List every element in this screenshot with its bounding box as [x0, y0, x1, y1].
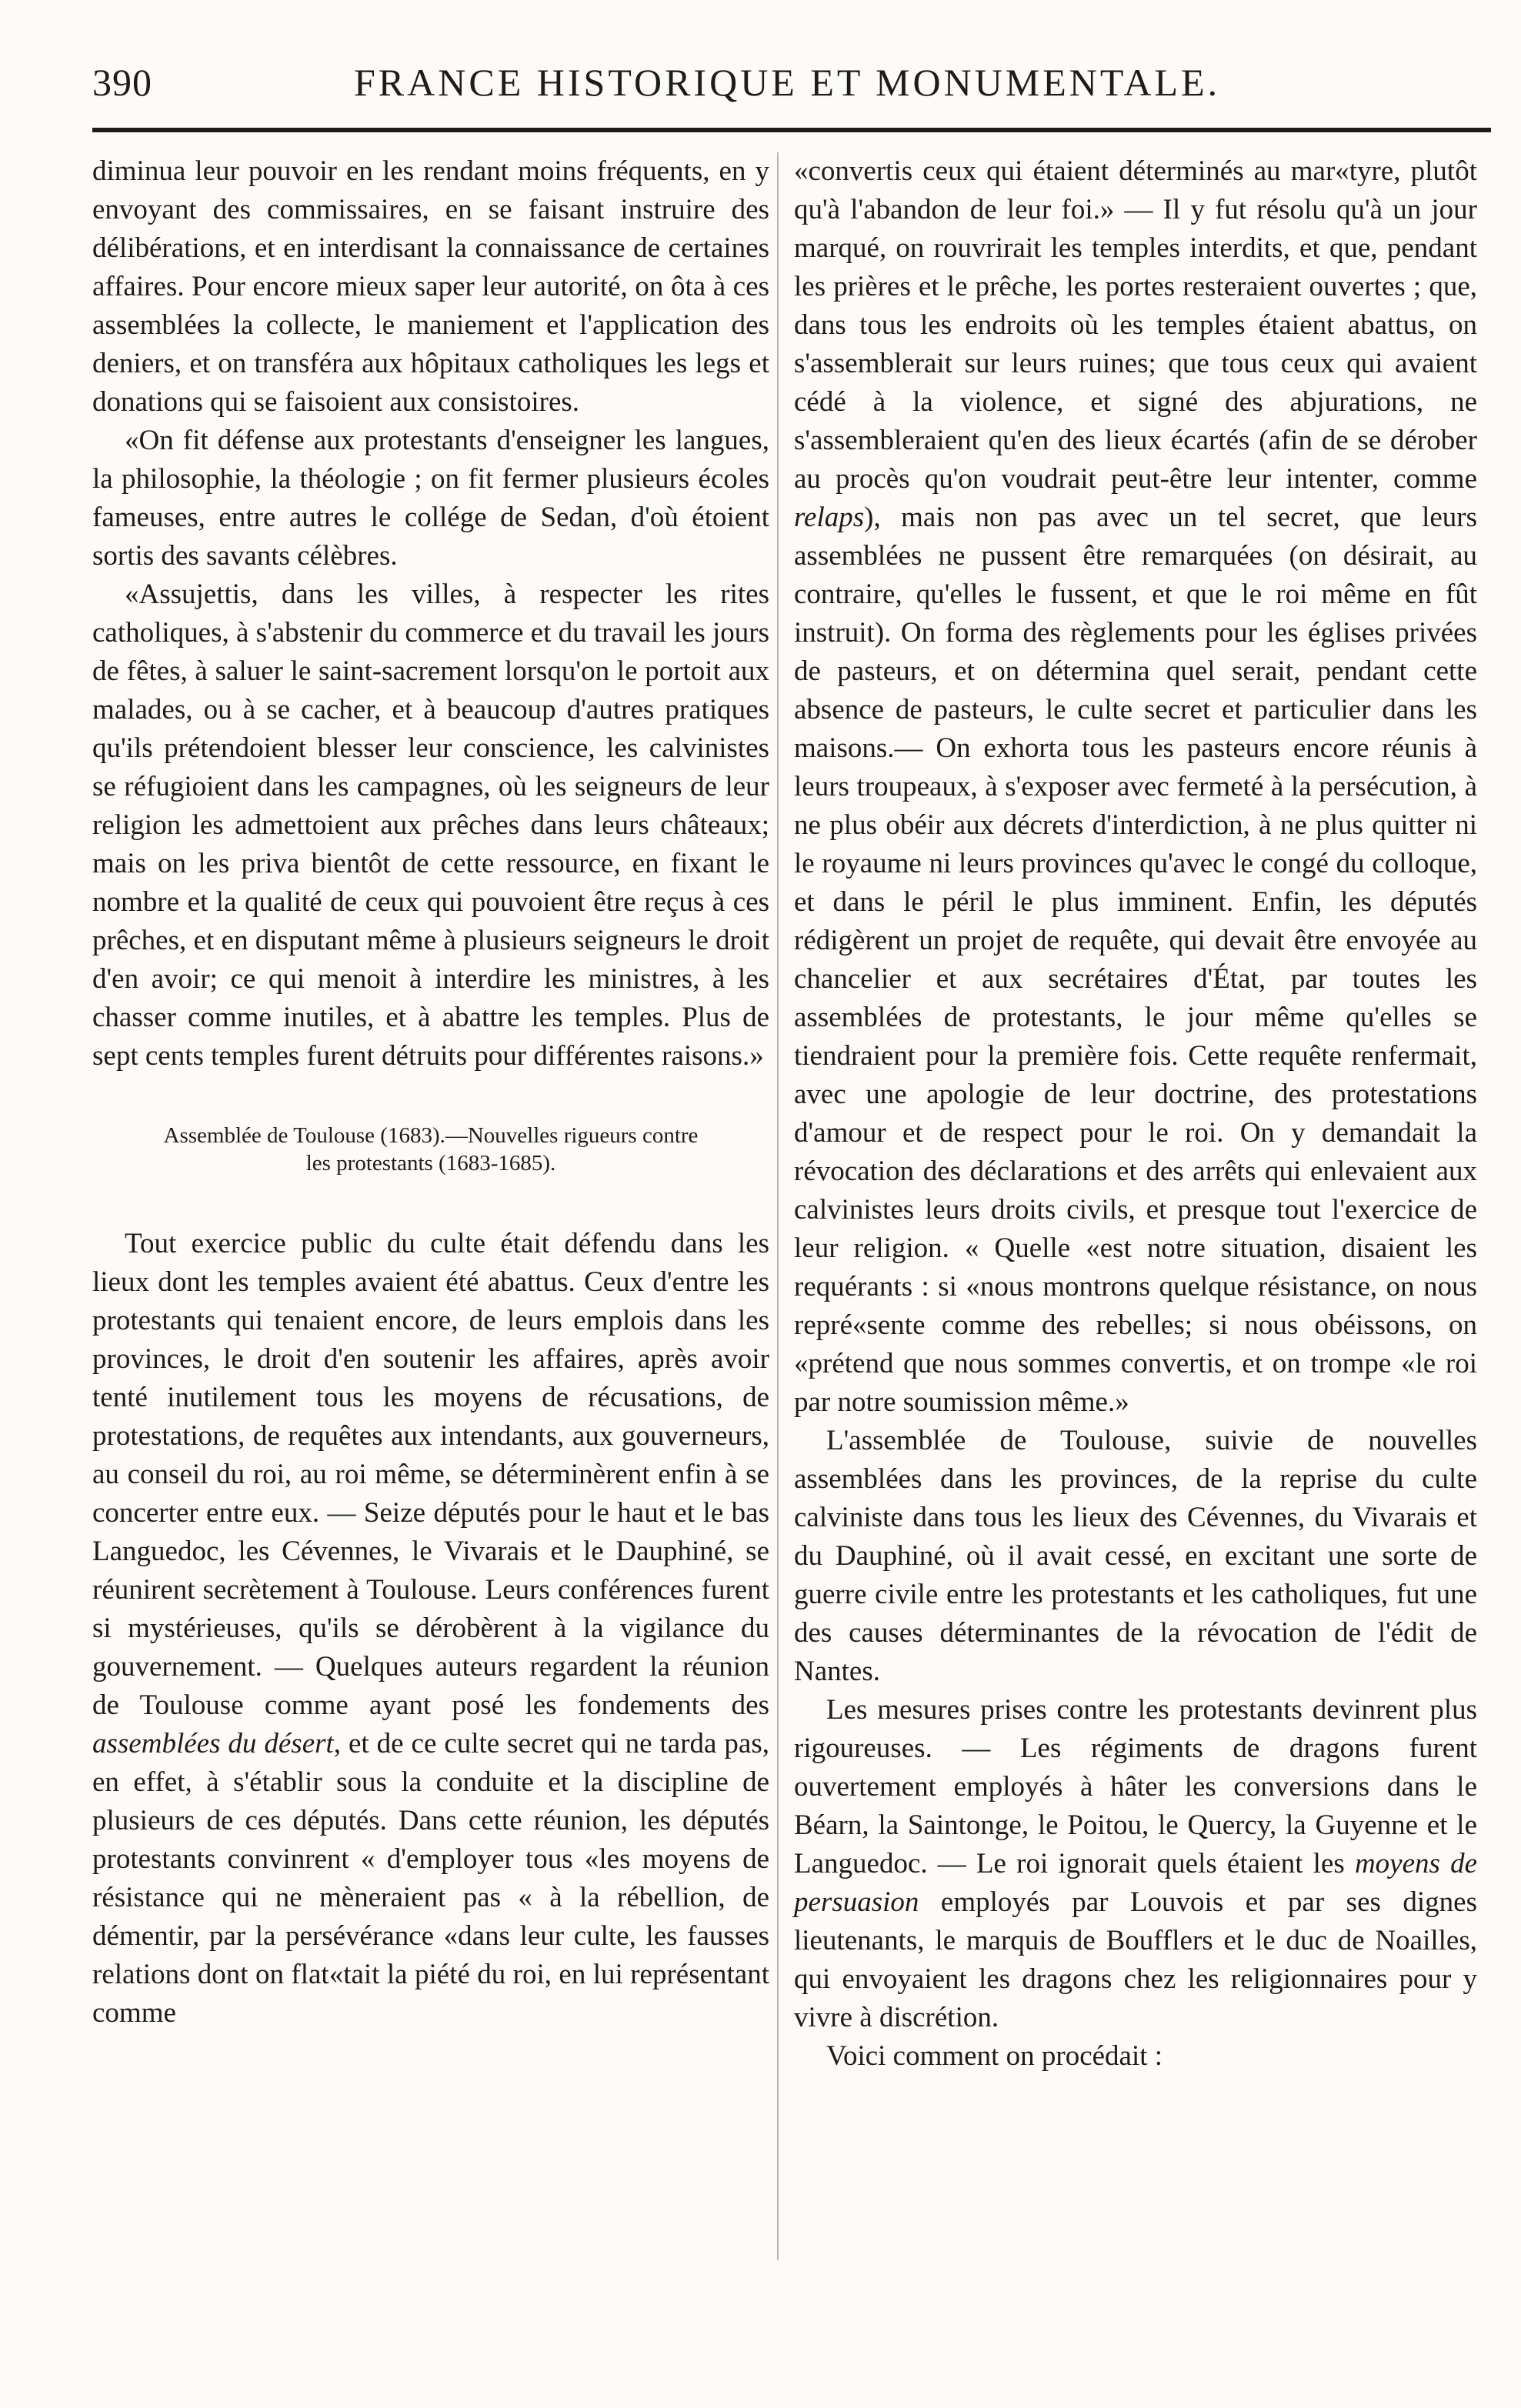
page-header [92, 60, 1429, 106]
right-column [794, 152, 1477, 2076]
section-heading-line: Assemblée de Toulouse (1683).—Nouvelles rigueurs contre [163, 1123, 699, 1148]
text-run: , et de ce culte secret qui ne tarda pas, en effet, à s'établir sous la conduite et la discipline de plusieurs de ces députés. Dans cette réunion, les députés protestants convinrent « d'employer tous «les moyens de résistance qui ne mèneraient pas « à la rébellion, de démentir, par la persévérance «dans leur culte, les fausses relations dont on flat«tait la piété du roi, en lui représentant comme [92, 1728, 769, 2029]
text-run: employés par Louvois et par ses dignes lieutenants, le marquis de Boufflers et le duc de Noailles, qui envoyaient les dragons chez les religionnaires pour y vivre à discrétion. [794, 1886, 1477, 2033]
paragraph: L'assemblée de Toulouse, suivie de nouvelles assemblées dans les provinces, de la reprise du culte calviniste dans tous les lieux des Cévennes, du Vivarais et du Dauphiné, où il avait cessé, en excitant une sorte de guerre civile entre les protestants et les catholiques, fut une des causes déterminantes de la révocation de l'édit de Nantes. [794, 1425, 1477, 1687]
paragraph: «On fit défense aux protestants d'enseigner les langues, la philosophie, la théologie ; on fit fermer plusieurs écoles fameuses, entre autres le collége de Sedan, d'où étoient sortis des savants célèbres. [92, 425, 769, 572]
italic-term: assemblées du désert [92, 1728, 334, 1759]
left-column [92, 152, 769, 2033]
running-title: FRANCE HISTORIQUE ET MONUMENTALE. [354, 61, 1221, 104]
text-run: Les mesures prises contre les protestants devinrent plus rigoureuses. — Les régiments de dragons furent ouvertement employés à hâter les conversions dans le Béarn, la Saintonge, le Poitou, le Quercy, la Guyenne et le Languedoc. — Le roi ignorait quels étaient les [794, 1694, 1477, 1879]
paragraph [794, 1691, 1477, 2037]
paragraph [794, 152, 1477, 1422]
paragraph: Voici comment on procédait : [826, 2040, 1163, 2072]
text-run: ), mais non pas avec un tel secret, que leurs assemblées ne pussent être remarquées (on désirait, au contraire, qu'elles le fussent, et que le roi même en fût instruit). On forma des règlements pour les églises privées de pasteurs, et on détermina quel serait, pendant cette absence de pasteurs, le culte secret et particulier dans les maisons.— On exhorta tous les pasteurs encore réunis à leurs troupeaux, à s'exposer avec fermeté à la persécution, à ne plus obéir aux décrets d'interdiction, à ne plus quitter ni le royaume ni leurs provinces qu'avec le congé du colloque, et dans le péril le plus imminent. Enfin, les députés rédigèrent un projet de requête, qui devait être envoyée au chancelier et aux secrétaires d'État, par toutes les assemblées de protestants, le jour même qu'elles se tiendraient pour la première fois. Cette requête renfermait, avec une apologie de leur doctrine, des protestations d'amour et de respect pour le roi. On y demandait la révocation des déclarations et des arrêts qui enlevaient aux calvinistes leurs droits civils, et presque tout l'exercice de leur religion. « Quelle «est notre situation, disaient les requérants : si «nous montrons quelque résistance, on nous repré«sente comme des rebelles; si nous obéissons, on «prétend que nous sommes convertis, et on trompe «le roi par notre soumission même.» [794, 502, 1477, 1418]
section-heading [92, 1122, 769, 1177]
section-heading-line: les protestants (1683-1685). [305, 1151, 556, 1176]
text-run: «convertis ceux qui étaient déterminés au mar«tyre, plutôt qu'à l'abandon de leur foi.» — Il y fut résolu qu'à un jour marqué, on rouvrirait les temples interdits, et que, pendant les prières et le prêche, les portes resteraient ouvertes ; que, dans tous les endroits où les temples étaient abattus, on s'assemblerait sur leurs ruines; que tous ceux qui avaient cédé à la violence, et signé des abjurations, ne s'assembleraient qu'en des lieux écartés (afin de se dérober au procès qu'on voudrait peut-être leur intenter, comme [794, 155, 1477, 495]
italic-term: moyens de persuasion [794, 1848, 1478, 1918]
italic-term: relaps [794, 502, 865, 533]
header-rule [92, 128, 1491, 132]
page-number: 390 [92, 61, 152, 104]
paragraph: «Assujettis, dans les villes, à respecter les rites catholiques, à s'abstenir du commerce et du travail les jours de fêtes, à saluer le saint-sacrement lorsqu'on le portoit aux malades, ou à se cacher, et à beaucoup d'autres pratiques qu'ils prétendoient blesser leur conscience, les calvinistes se réfugioient dans les campagnes, où les seigneurs de leur religion les admettoient aux prêches dans leurs châteaux; mais on les priva bientôt de cette ressource, en fixant le nombre et la qualité de ceux qui pouvoient être reçus à ces prêches, et en disputant même à plusieurs seigneurs le droit d'en avoir; ce qui menoit à interdire les ministres, à les chasser comme inutiles, et à abattre les temples. Plus de sept cents temples furent détruits pour différentes raisons.» [92, 579, 769, 1072]
column-divider [777, 152, 779, 2260]
paragraph: diminua leur pouvoir en les rendant moins fréquents, en y envoyant des commissaires, en se faisant instruire des délibérations, et en interdisant la connaissance de certaines affaires. Pour encore mieux saper leur autorité, on ôta à ces assemblées la collecte, le maniement et l'application des deniers, et on transféra aux hôpitaux catholiques les legs et donations qui se faisoient aux consistoires. [92, 155, 769, 418]
text-run: Tout exercice public du culte était défendu dans les lieux dont les temples avaient été abattus. Ceux d'entre les protestants qui tenaient encore, de leurs emplois dans les provinces, le droit d'en soutenir les affaires, après avoir tenté inutilement tous les moyens de récusations, de protestations, de requêtes aux intendants, aux gouverneurs, au conseil du roi, au roi même, se déterminèrent enfin à se concerter entre eux. — Seize députés pour le haut et le bas Languedoc, les Cévennes, le Vivarais et le Dauphiné, se réunirent secrètement à Toulouse. Leurs conférences furent si mystérieuses, qu'ils se dérobèrent à la vigilance du gouvernement. — Quelques auteurs regardent la réunion de Toulouse comme ayant posé les fondements des [92, 1228, 769, 1721]
paragraph [92, 1225, 769, 2033]
